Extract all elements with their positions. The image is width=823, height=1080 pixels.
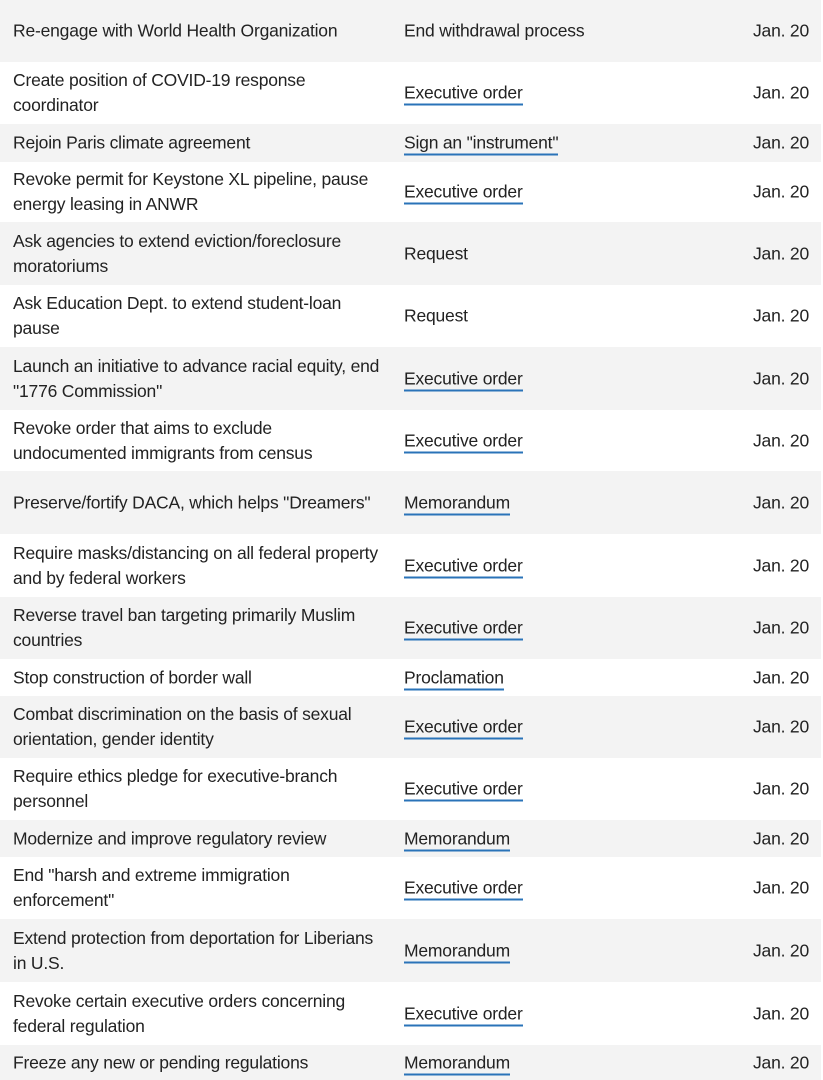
table-row [0,659,821,696]
action-type-link[interactable] [404,366,604,391]
table-row [0,162,821,222]
action-type-link-text[interactable]: Executive order [404,1003,523,1026]
action-type-link[interactable] [404,490,604,515]
action-type-link[interactable] [404,1001,604,1026]
action-cell: Launch an initiative to advance racial equity, end "1776 Commission" [13,355,380,401]
table-row [0,982,821,1045]
action-type-link-text[interactable]: Sign an "instrument" [404,133,558,156]
action-cell: Require ethics pledge for executive-branch personnel [13,766,338,811]
action-type-link-text[interactable]: Executive order [404,83,523,106]
date-cell: Jan. 20 [752,828,809,848]
table-row [0,758,821,820]
action-cell: End "harsh and extreme immigration enforcement" [13,865,290,910]
table-row [0,0,821,62]
action-type-cell: Request [404,305,468,326]
action-cell: Revoke permit for Keystone XL pipeline, pause energy leasing in ANWR [13,169,369,214]
action-cell: Extend protection from deportation for Liberians in U.S. [13,927,374,973]
date-cell: Jan. 20 [752,368,809,388]
date-cell: Jan. 20 [752,305,809,326]
action-cell: Rejoin Paris climate agreement [13,132,251,153]
action-type-cell: Request [404,243,468,263]
action-type-link-text[interactable]: Executive order [404,368,523,391]
action-cell: Combat discrimination on the basis of sexual orientation, gender identity [13,704,352,749]
table-row [0,534,821,597]
action-type-link-text[interactable]: Proclamation [404,667,504,690]
date-cell: Jan. 20 [752,667,809,687]
table-row [0,410,821,471]
table-row [0,222,821,285]
action-cell: Require masks/distancing on all federal property and by federal workers [13,542,378,588]
table-row [0,471,821,534]
date-cell: Jan. 20 [752,132,809,153]
action-type-link-text[interactable]: Memorandum [404,1052,510,1075]
action-type-link-text[interactable]: Executive order [404,779,523,802]
action-cell: Modernize and improve regulatory review [13,828,327,848]
action-type-link[interactable] [404,616,604,641]
table-row [0,1045,821,1080]
action-type-link-text[interactable]: Memorandum [404,940,510,963]
table-row [0,857,821,919]
action-type-link[interactable] [404,826,604,851]
action-type-link-text[interactable]: Executive order [404,430,523,453]
date-cell: Jan. 20 [752,243,809,263]
date-cell: Jan. 20 [752,20,809,41]
action-cell: Ask Education Dept. to extend student-loan pause [13,293,342,338]
action-cell: Preserve/fortify DACA, which helps "Dreamers" [13,492,371,512]
action-cell: Freeze any new or pending regulations [13,1052,309,1072]
action-type-link[interactable] [404,180,604,205]
table-row [0,285,821,347]
date-cell: Jan. 20 [752,82,809,103]
action-type-link[interactable] [404,876,604,901]
date-cell: Jan. 20 [752,555,809,575]
action-type-link[interactable] [404,938,604,963]
date-cell: Jan. 20 [752,1052,809,1072]
date-cell: Jan. 20 [752,877,809,898]
table-row [0,347,821,410]
date-cell: Jan. 20 [752,716,809,737]
table-row [0,696,821,758]
action-cell: Stop construction of border wall [13,667,252,687]
date-cell: Jan. 20 [752,1003,809,1023]
action-type-link-text[interactable]: Executive order [404,555,523,578]
table-row [0,820,821,857]
action-type-link[interactable] [404,715,604,740]
action-cell: Revoke order that aims to exclude undocumented immigrants from census [13,417,313,463]
action-cell: Create position of COVID-19 response coordinator [13,70,306,115]
action-type-link-text[interactable]: Executive order [404,182,523,205]
table-row [0,124,821,162]
date-cell: Jan. 20 [752,617,809,638]
action-type-link[interactable] [404,665,604,690]
action-type-link[interactable] [404,131,604,156]
action-type-link[interactable] [404,777,604,802]
date-cell: Jan. 20 [752,778,809,799]
action-type-link[interactable] [404,428,604,453]
table-row [0,597,821,659]
date-cell: Jan. 20 [752,940,809,960]
action-type-link[interactable] [404,81,604,106]
action-type-link-text[interactable]: Executive order [404,878,523,901]
action-cell: Revoke certain executive orders concerning federal regulation [13,990,346,1036]
table-row [0,62,821,124]
action-type-link[interactable] [404,553,604,578]
action-cell: Reverse travel ban targeting primarily Muslim countries [13,605,356,650]
action-type-link-text[interactable]: Memorandum [404,828,510,851]
table-row [0,919,821,982]
action-type-link-text[interactable]: Executive order [404,717,523,740]
date-cell: Jan. 20 [752,181,809,202]
action-cell: Re-engage with World Health Organization [13,20,338,41]
date-cell: Jan. 20 [752,492,809,512]
action-type-cell: End withdrawal process [404,20,585,41]
action-type-link[interactable] [404,1050,604,1075]
action-type-link-text[interactable]: Memorandum [404,492,510,515]
date-cell: Jan. 20 [752,430,809,450]
action-type-link-text[interactable]: Executive order [404,618,523,641]
action-cell: Ask agencies to extend eviction/foreclosure moratoriums [13,230,341,276]
